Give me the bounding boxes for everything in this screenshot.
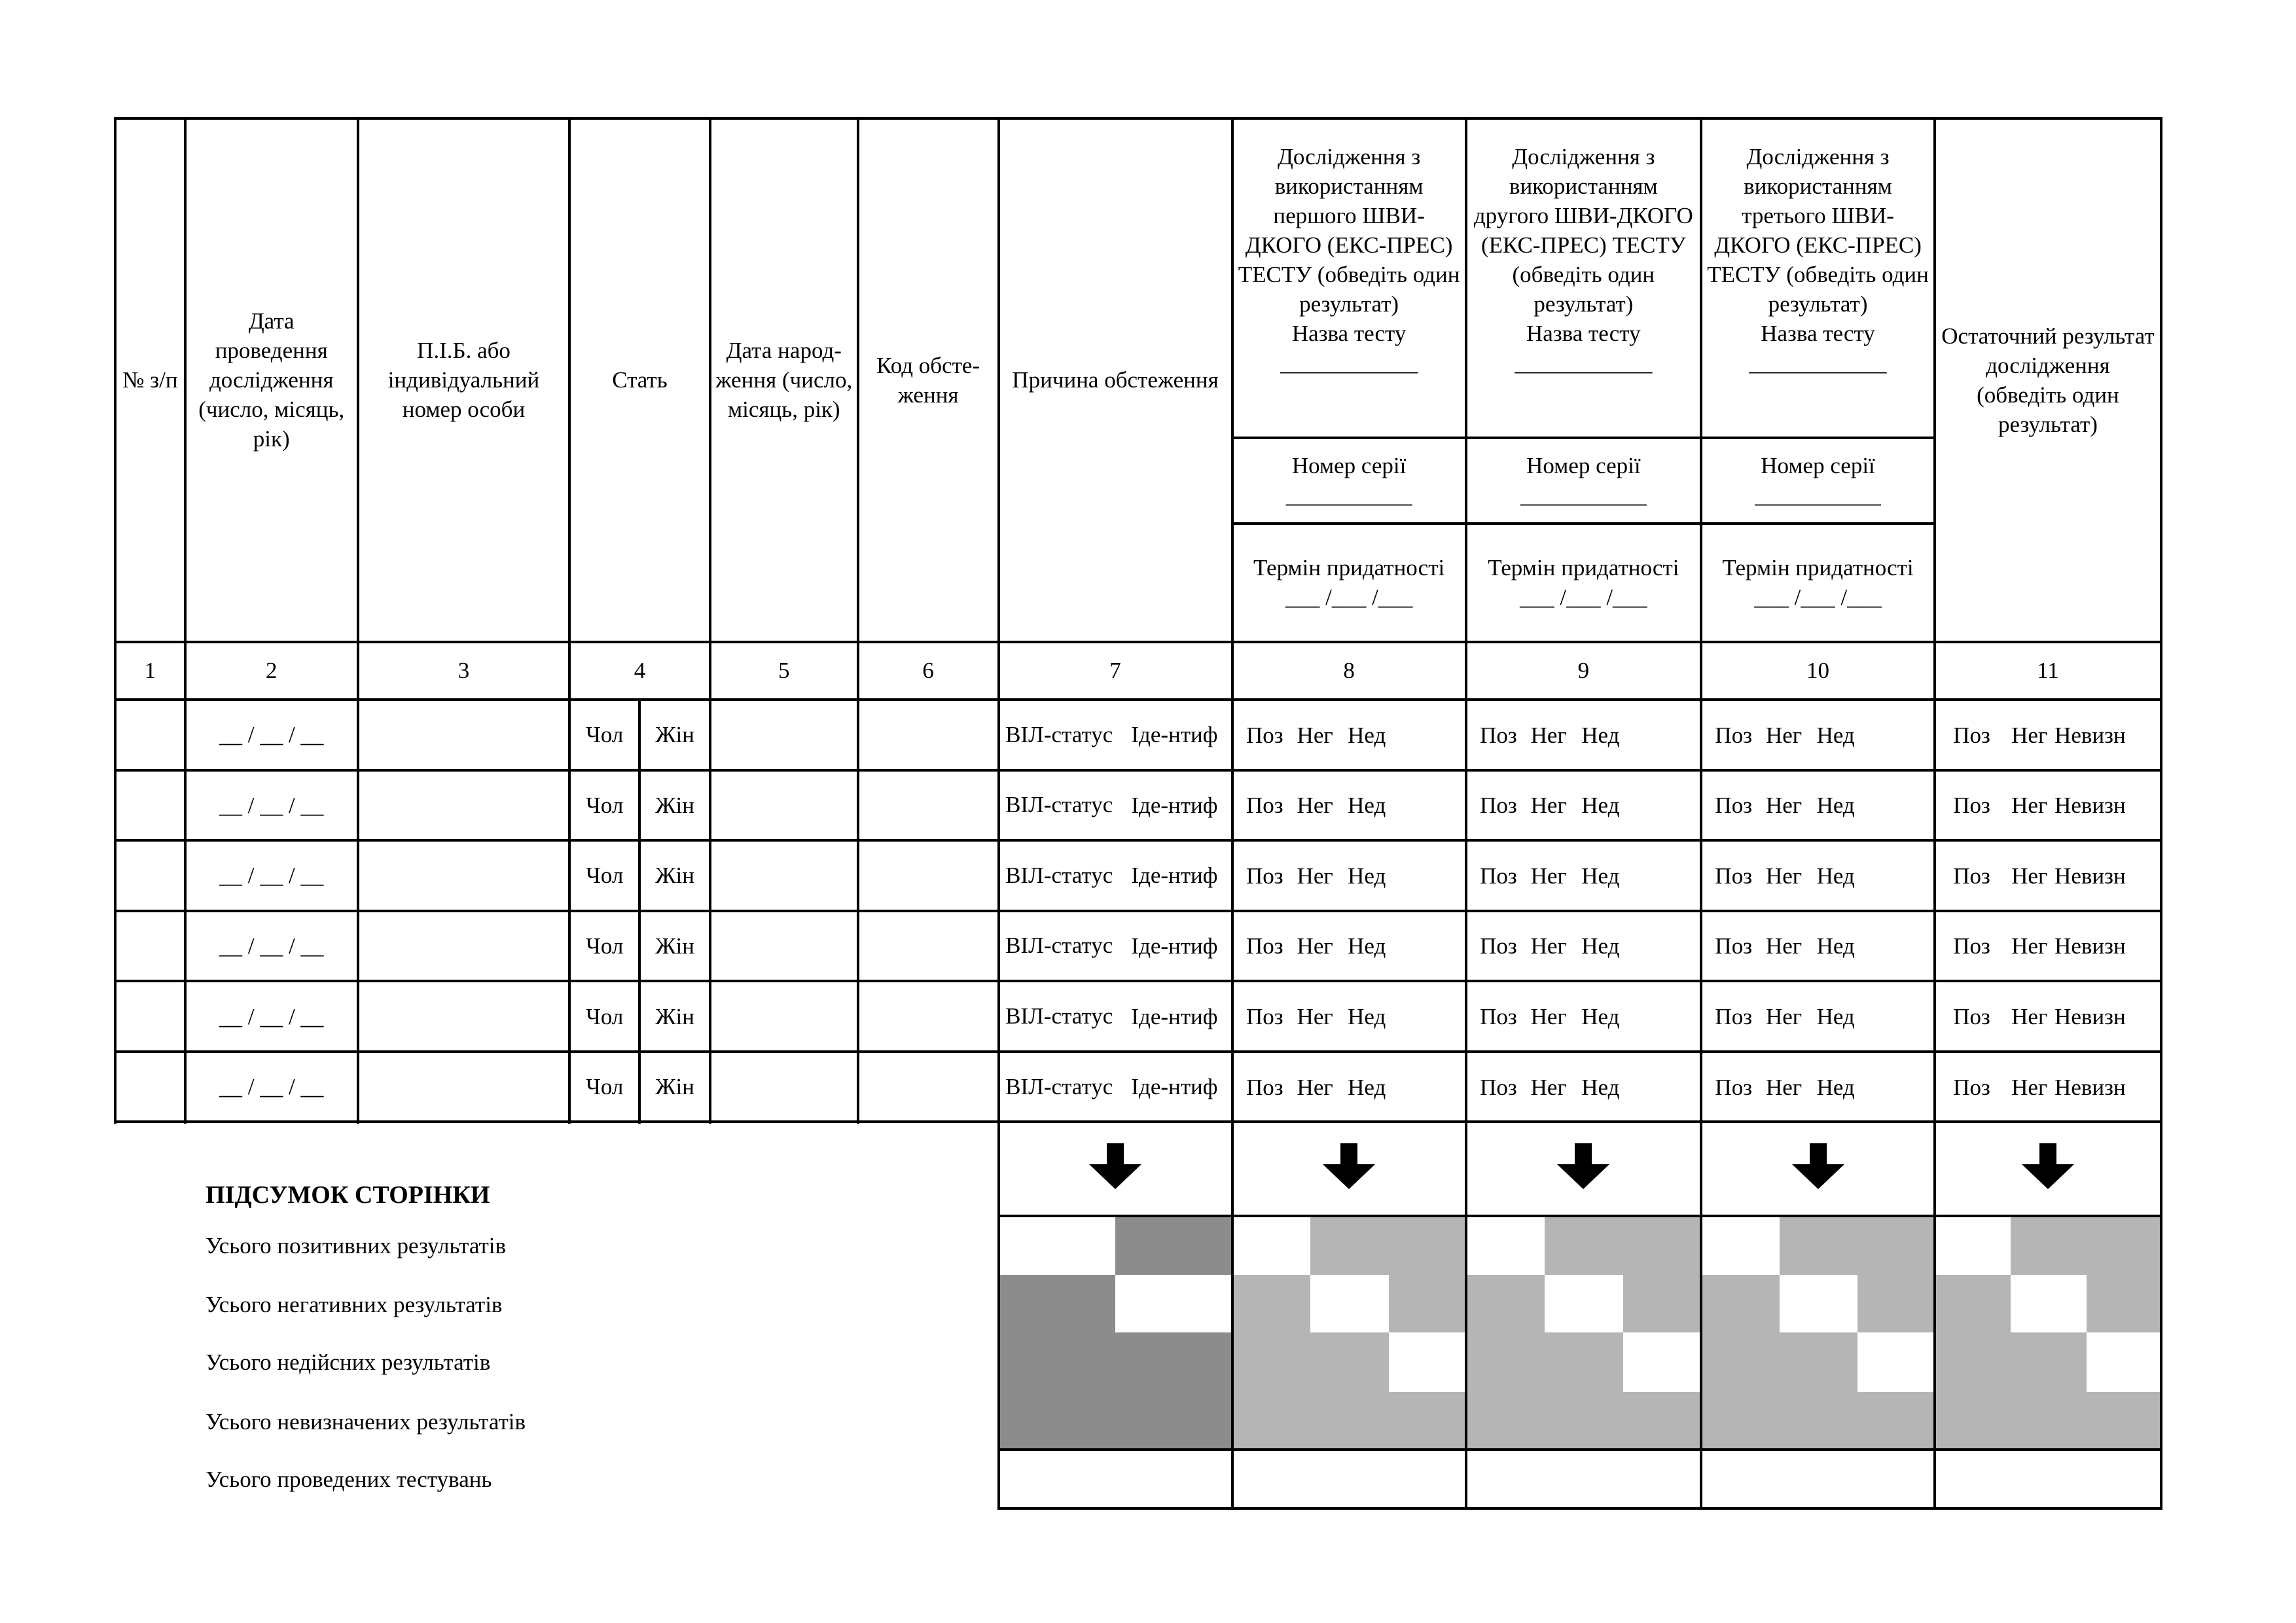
table-border: [1231, 1121, 1234, 1510]
result-positive[interactable]: Поз: [1246, 933, 1283, 959]
final-negative[interactable]: Нег: [2011, 1004, 2048, 1030]
final-positive[interactable]: Поз: [1953, 722, 1990, 748]
result-positive[interactable]: Поз: [1480, 863, 1517, 889]
column-number-10: 10: [1806, 658, 1830, 684]
result-positive[interactable]: Поз: [1480, 1074, 1517, 1100]
table-border: [2160, 117, 2162, 1124]
final-indeterminate[interactable]: Невизн: [2054, 1004, 2126, 1030]
table-border: [997, 1215, 2162, 1217]
final-negative[interactable]: Нег: [2011, 933, 2048, 959]
summary-row: Усього невизначених результатів: [206, 1408, 526, 1435]
result-positive[interactable]: Поз: [1715, 1004, 1753, 1030]
result-invalid[interactable]: Нед: [1348, 722, 1386, 748]
reason-option-identify[interactable]: Іде-нтиф: [1131, 1074, 1218, 1100]
result-positive[interactable]: Поз: [1715, 1074, 1753, 1100]
table-border: [2160, 1121, 2162, 1510]
expiry-label: Термін придатності: [1488, 555, 1679, 581]
result-invalid[interactable]: Нед: [1581, 933, 1620, 959]
result-invalid[interactable]: Нед: [1816, 793, 1855, 819]
column-number-6: 6: [922, 658, 934, 684]
result-negative[interactable]: Нег: [1297, 1074, 1333, 1100]
column-number-11: 11: [2037, 658, 2059, 684]
shaded-cell: [1935, 1216, 2011, 1275]
batch-line: ___________: [1285, 482, 1412, 508]
expiry-label: Термін придатності: [1253, 555, 1445, 581]
table-border: [114, 117, 2162, 120]
shaded-cell: [1466, 1216, 1545, 1275]
shaded-cell: [2011, 1275, 2087, 1332]
result-negative[interactable]: Нег: [1530, 1004, 1567, 1030]
result-negative[interactable]: Нег: [1765, 1004, 1803, 1030]
result-negative[interactable]: Нег: [1297, 1004, 1333, 1030]
table-border: [114, 698, 2162, 701]
result-positive[interactable]: Поз: [1246, 863, 1283, 889]
batch-label: Номер серії: [1291, 453, 1407, 479]
column-header-sex: Стать: [612, 367, 668, 393]
row-date-blank: __ / __ / __: [219, 722, 324, 748]
test-title: Дослідження з використанням третього ШВИ-ДКОГО (ЕКС-ПРЕС) ТЕСТУ (обведіть один результат): [1707, 143, 1929, 317]
reason-option-identify[interactable]: Іде-нтиф: [1131, 792, 1218, 818]
final-positive[interactable]: Поз: [1953, 1004, 1990, 1030]
result-invalid[interactable]: Нед: [1581, 1074, 1620, 1100]
row-date-blank: __ / __ / __: [219, 1074, 324, 1100]
shaded-cell: [999, 1275, 1116, 1332]
test-batch-3: [1701, 438, 1935, 524]
table-border: [1231, 117, 1234, 1124]
table-border: [114, 1120, 2162, 1123]
test-batch-2: [1466, 438, 1701, 524]
final-positive[interactable]: Поз: [1953, 793, 1990, 819]
result-negative[interactable]: Нег: [1530, 1074, 1567, 1100]
result-negative[interactable]: Нег: [1765, 793, 1803, 819]
result-invalid[interactable]: Нед: [1816, 933, 1855, 959]
table-border: [709, 117, 711, 1124]
result-positive[interactable]: Поз: [1246, 1074, 1283, 1100]
shaded-cell: [1232, 1216, 1311, 1275]
result-invalid[interactable]: Нед: [1816, 722, 1855, 748]
summary-row: Усього недійсних результатів: [206, 1349, 491, 1376]
result-positive[interactable]: Поз: [1480, 793, 1517, 819]
result-positive[interactable]: Поз: [1715, 933, 1753, 959]
shaded-cell: [1623, 1332, 1701, 1391]
down-arrow-icon: [1089, 1143, 1141, 1189]
final-indeterminate[interactable]: Невизн: [2054, 793, 2126, 819]
result-positive[interactable]: Поз: [1480, 933, 1517, 959]
test-header-1: [1232, 118, 1466, 438]
row-date-blank: __ / __ / __: [219, 933, 324, 959]
column-header-exam-code: Код обсте-ження: [876, 352, 980, 408]
table-border: [114, 641, 2162, 643]
result-invalid[interactable]: Нед: [1348, 863, 1386, 889]
table-border: [114, 839, 2162, 842]
column-number-9: 9: [1577, 658, 1590, 684]
column-header-test-date: Дата проведення дослідження (число, місяць, рік): [198, 308, 345, 452]
result-invalid[interactable]: Нед: [1581, 1004, 1620, 1030]
table-border: [568, 117, 571, 1124]
test-header-2: [1466, 118, 1701, 438]
table-border: [1700, 1121, 1702, 1510]
reason-option-hiv-status[interactable]: ВІЛ-статус: [1005, 792, 1113, 818]
table-border: [1933, 1121, 1936, 1510]
result-negative[interactable]: Нег: [1297, 933, 1333, 959]
expiry-label: Термін придатності: [1722, 555, 1914, 581]
shaded-cell: [999, 1332, 1232, 1450]
column-number-2: 2: [265, 658, 278, 684]
result-negative[interactable]: Нег: [1530, 863, 1567, 889]
shaded-cell: [1857, 1332, 1935, 1391]
result-invalid[interactable]: Нед: [1816, 863, 1855, 889]
sex-option-male[interactable]: Чол: [586, 1074, 624, 1100]
final-indeterminate[interactable]: Невизн: [2054, 863, 2126, 889]
table-border: [997, 1121, 1000, 1510]
test-name-line: ____________: [1515, 349, 1653, 376]
test-title: Дослідження з використанням другого ШВИ-ДКОГО (ЕКС-ПРЕС) ТЕСТУ (обведіть один результат): [1473, 143, 1693, 317]
sex-option-female[interactable]: Жін: [655, 722, 695, 748]
column-number-4: 4: [634, 658, 646, 684]
final-indeterminate[interactable]: Невизн: [2054, 1074, 2126, 1100]
result-invalid[interactable]: Нед: [1581, 793, 1620, 819]
final-indeterminate[interactable]: Невизн: [2054, 722, 2126, 748]
result-invalid[interactable]: Нед: [1581, 722, 1620, 748]
result-negative[interactable]: Нег: [1530, 933, 1567, 959]
reason-option-identify[interactable]: Іде-нтиф: [1131, 722, 1218, 748]
reason-option-hiv-status[interactable]: ВІЛ-статус: [1005, 721, 1113, 747]
final-positive[interactable]: Поз: [1953, 1074, 1990, 1100]
shaded-cell: [1115, 1216, 1232, 1275]
row-date-blank: __ / __ / __: [219, 863, 324, 889]
table-border: [357, 117, 359, 1124]
summary-row: Усього позитивних результатів: [206, 1232, 506, 1258]
result-negative[interactable]: Нег: [1297, 793, 1333, 819]
final-negative[interactable]: Нег: [2011, 793, 2048, 819]
sex-option-male[interactable]: Чол: [586, 792, 624, 818]
result-invalid[interactable]: Нед: [1816, 1004, 1855, 1030]
table-border: [1933, 117, 1936, 1124]
result-positive[interactable]: Поз: [1715, 863, 1753, 889]
table-border: [1231, 522, 1937, 525]
down-arrow-icon: [1557, 1143, 1609, 1189]
test-name-line: ____________: [1280, 349, 1418, 376]
test-expiry-2: [1466, 524, 1701, 642]
table-border: [114, 117, 117, 1124]
result-positive[interactable]: Поз: [1246, 1004, 1283, 1030]
column-header-person-name: П.І.Б. або індивідуальний номер особи: [387, 338, 540, 423]
final-negative[interactable]: Нег: [2011, 863, 2048, 889]
final-negative[interactable]: Нег: [2011, 722, 2048, 748]
down-arrow-icon: [2022, 1143, 2074, 1189]
result-invalid[interactable]: Нед: [1348, 933, 1386, 959]
sex-option-female[interactable]: Жін: [655, 1074, 695, 1100]
test-expiry-1: [1232, 524, 1466, 642]
table-border: [1465, 1121, 1467, 1510]
column-header-birth-date: Дата народ-ження (число, місяць, рік): [715, 338, 853, 423]
sex-option-male[interactable]: Чол: [586, 1003, 624, 1029]
column-number-5: 5: [778, 658, 790, 684]
result-negative[interactable]: Нег: [1765, 933, 1803, 959]
test-name-label: Назва тесту: [1291, 320, 1407, 346]
down-arrow-icon: [1792, 1143, 1844, 1189]
shaded-cell: [1701, 1216, 1780, 1275]
reason-option-identify[interactable]: Іде-нтиф: [1131, 863, 1218, 889]
column-header-exam-reason: Причина обстеження: [1012, 367, 1219, 393]
result-negative[interactable]: Нег: [1765, 722, 1803, 748]
batch-line: ___________: [1520, 482, 1647, 508]
table-border: [997, 1507, 2162, 1510]
test-expiry-3: [1701, 524, 1935, 642]
down-arrow-icon: [1323, 1143, 1375, 1189]
result-invalid[interactable]: Нед: [1348, 1074, 1386, 1100]
table-border: [114, 769, 2162, 772]
sex-option-male[interactable]: Чол: [586, 863, 624, 889]
reason-option-identify[interactable]: Іде-нтиф: [1131, 1003, 1218, 1029]
sex-option-male[interactable]: Чол: [586, 722, 624, 748]
table-border: [1231, 437, 1937, 439]
reason-option-hiv-status[interactable]: ВІЛ-статус: [1005, 1003, 1113, 1029]
result-negative[interactable]: Нег: [1297, 863, 1333, 889]
column-number-1: 1: [144, 658, 156, 684]
expiry-blank: ___ /___ /___: [1285, 584, 1413, 611]
table-border: [114, 1050, 2162, 1053]
sex-option-female[interactable]: Жін: [655, 933, 695, 959]
reason-option-hiv-status[interactable]: ВІЛ-статус: [1005, 1073, 1113, 1099]
table-border: [114, 910, 2162, 912]
shaded-cell: [2087, 1332, 2161, 1391]
table-border: [857, 117, 859, 1124]
reason-option-identify[interactable]: Іде-нтиф: [1131, 933, 1218, 959]
result-positive[interactable]: Поз: [1480, 722, 1517, 748]
test-name-label: Назва тесту: [1761, 320, 1875, 346]
sex-option-female[interactable]: Жін: [655, 863, 695, 889]
result-negative[interactable]: Нег: [1530, 793, 1567, 819]
expiry-blank: ___ /___ /___: [1754, 584, 1882, 611]
result-negative[interactable]: Нег: [1530, 722, 1567, 748]
row-date-blank: __ / __ / __: [219, 1003, 324, 1029]
column-number-8: 8: [1343, 658, 1355, 684]
final-positive[interactable]: Поз: [1953, 863, 1990, 889]
reason-option-hiv-status[interactable]: ВІЛ-статус: [1005, 933, 1113, 959]
reason-option-hiv-status[interactable]: ВІЛ-статус: [1005, 862, 1113, 888]
shaded-cell: [1780, 1275, 1858, 1332]
table-border: [1465, 117, 1467, 1124]
batch-label: Номер серії: [1761, 453, 1875, 479]
summary-row: Усього негативних результатів: [206, 1292, 503, 1318]
sex-option-female[interactable]: Жін: [655, 792, 695, 818]
test-name-line: ____________: [1749, 349, 1887, 376]
sex-option-male[interactable]: Чол: [586, 933, 624, 959]
result-invalid[interactable]: Нед: [1348, 793, 1386, 819]
row-date-blank: __ / __ / __: [219, 792, 324, 818]
result-positive[interactable]: Поз: [1715, 793, 1753, 819]
table-border: [638, 698, 641, 1124]
result-positive[interactable]: Поз: [1715, 722, 1753, 748]
table-border: [114, 980, 2162, 982]
sex-option-female[interactable]: Жін: [655, 1003, 695, 1029]
column-header-final-result: Остаточний результат дослідження (обведіть один результат): [1941, 323, 2155, 437]
test-header-3: [1701, 118, 1935, 438]
test-title: Дослідження з використанням першого ШВИ-ДКОГО (ЕКС-ПРЕС) ТЕСТУ (обведіть один результат): [1238, 143, 1460, 317]
table-border: [997, 1448, 2162, 1451]
table-border: [1700, 117, 1702, 1124]
result-positive[interactable]: Поз: [1246, 722, 1283, 748]
column-header-number: № з/п: [122, 367, 178, 393]
table-border: [184, 117, 187, 1124]
batch-line: ___________: [1755, 482, 1881, 508]
column-number-7: 7: [1109, 658, 1121, 684]
test-name-label: Назва тесту: [1526, 320, 1641, 346]
summary-title: ПІДСУМОК СТОРІНКИ: [206, 1181, 490, 1209]
result-invalid[interactable]: Нед: [1581, 863, 1620, 889]
result-positive[interactable]: Поз: [1246, 793, 1283, 819]
result-invalid[interactable]: Нед: [1816, 1074, 1855, 1100]
summary-row: Усього проведених тестувань: [206, 1467, 492, 1492]
final-positive[interactable]: Поз: [1953, 933, 1990, 959]
result-negative[interactable]: Нег: [1765, 1074, 1803, 1100]
result-positive[interactable]: Поз: [1480, 1004, 1517, 1030]
shaded-cell: [1310, 1275, 1389, 1332]
test-batch-1: [1232, 438, 1466, 524]
result-negative[interactable]: Нег: [1297, 722, 1333, 748]
expiry-blank: ___ /___ /___: [1520, 584, 1647, 611]
table-border: [997, 117, 1000, 1124]
batch-label: Номер серії: [1526, 453, 1641, 479]
result-invalid[interactable]: Нед: [1348, 1004, 1386, 1030]
column-number-3: 3: [457, 658, 470, 684]
shaded-cell: [1545, 1275, 1623, 1332]
final-indeterminate[interactable]: Невизн: [2054, 933, 2126, 959]
result-negative[interactable]: Нег: [1765, 863, 1803, 889]
final-negative[interactable]: Нег: [2011, 1074, 2048, 1100]
shaded-cell: [1389, 1332, 1466, 1391]
